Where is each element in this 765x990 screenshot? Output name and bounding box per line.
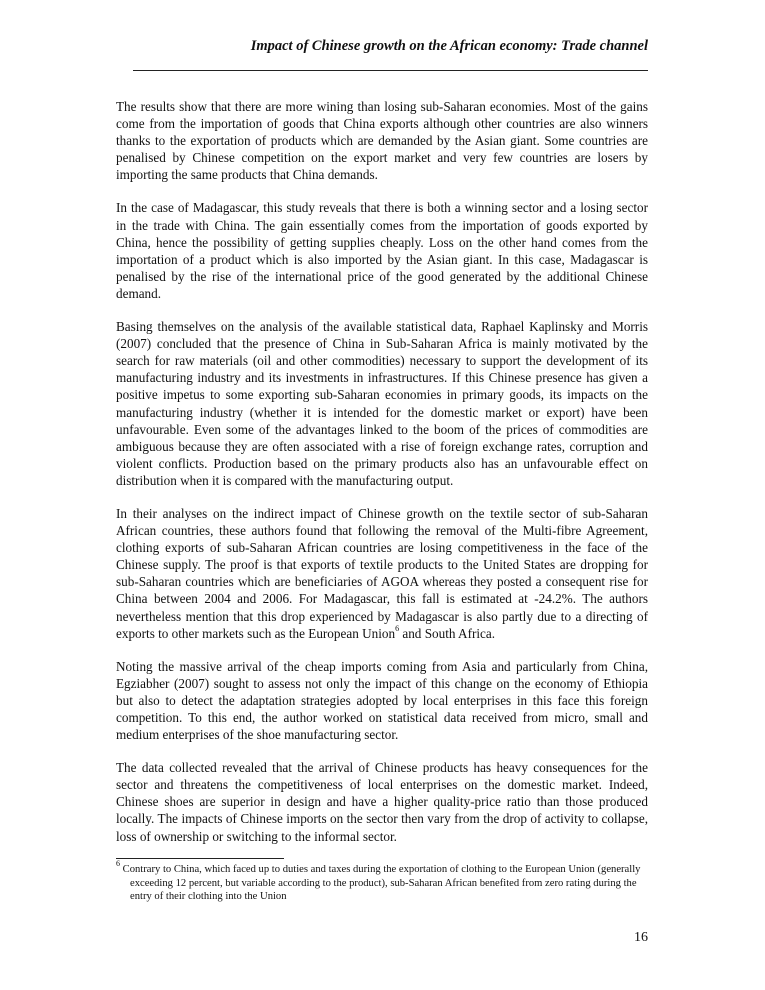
paragraph-5: Noting the massive arrival of the cheap imports coming from Asia and particularly from China, Egziabher (2007) sought to assess not only the impact of this change on the economy of Ethiopia but also to detect the adaptation strategies adopted by local enterprises in this face this foreign competition. To this end, the author worked on statistical data received from micro, small and medium enterprises of the shoe manufacturing sector. [116, 658, 648, 743]
paragraph-2: In the case of Madagascar, this study reveals that there is both a winning sector and a losing sector in the trade with China. The gain essentially comes from the importation of goods exported by China, hence the possibility of getting supplies cheaply. Loss on the other hand comes from the importation of a product which is also imported by the Asian giant. In this case, Madagascar is penalised by the rise of the international price of the good generated by the additional Chinese demand. [116, 200, 648, 301]
paragraph-4-end: and South Africa. [399, 625, 496, 641]
paragraph-3: Basing themselves on the analysis of the available statistical data, Raphael Kaplinsky and Morris (2007) concluded that the presence of China in Sub-Saharan Africa is mainly motivated by the search for raw materials (oil and other commodities) necessary to support the development of its manufacturing industry and its investments in infrastructures. If this Chinese presence has given a positive impetus to some exporting sub-Saharan economies in primary goods, its impacts on the manufacturing industry (whether it is intended for the domestic market or export) have been unfavourable. Even some of the advantages linked to the boom of the prices of commodities are ambiguous because they are often associated with a rise of foreign exchange rates, corruption and violent conflicts. Production based on the primary products also has an unfavourable effect on distribution when it is compared with the manufacturing output. [116, 319, 648, 488]
paragraph-6: The data collected revealed that the arrival of Chinese products has heavy consequences for the sector and threatens the competitiveness of local enterprises on the domestic market. Indeed, Chinese shoes are superior in design and have a higher quality-price ratio than those produced locally. The impacts of Chinese imports on the sector then vary from the drop of activity to collapse, loss of ownership or switching to the informal sector. [116, 760, 648, 844]
footnote-text: Contrary to China, which faced up to duties and taxes during the exportation of clothing to the European Union (generally exceeding 12 percent, but variable according to the product), sub-Saharan African benefited from zero rating during the entry of their clothing into the Union [120, 864, 641, 902]
body-text [116, 98, 648, 861]
paragraph-4-main: In their analyses on the indirect impact of Chinese growth on the textile sector of sub-Saharan African countries, these authors found that following the removal of the Multi-fibre Agreement, clothing exports of sub-Saharan African countries are losing competitiveness in the face of the Chinese supply. The proof is that exports of textile products to the United States are dropping for sub-Saharan countries which are beneficiaries of AGOA whereas they posted a consequent rise for China between 2004 and 2006. For Madagascar, this fall is estimated at -24.2%. The authors nevertheless mention that this drop experienced by Madagascar is also partly due to a directing of exports to other markets such as the European Union [116, 505, 648, 641]
paragraph-4 [116, 505, 648, 642]
footnote-reference[interactable]: 6 [395, 624, 400, 634]
footnote-line [116, 859, 648, 904]
header-rule [133, 70, 648, 71]
running-header: Impact of Chinese growth on the African economy: Trade channel [250, 38, 648, 54]
footnote-rule [116, 858, 284, 859]
footnote [116, 859, 648, 904]
paragraph-1: The results show that there are more wining than losing sub-Saharan economies. Most of the gains come from the importation of goods that China exports although other countries are also winners thanks to the exportation of products which are demanded by the Asian giant. Some countries are penalised by Chinese competition on the export market and very few countries are losers by importing the same products that China demands. [116, 99, 648, 183]
page-number: 16 [634, 930, 648, 945]
footnote-marker: 6 [116, 859, 120, 869]
